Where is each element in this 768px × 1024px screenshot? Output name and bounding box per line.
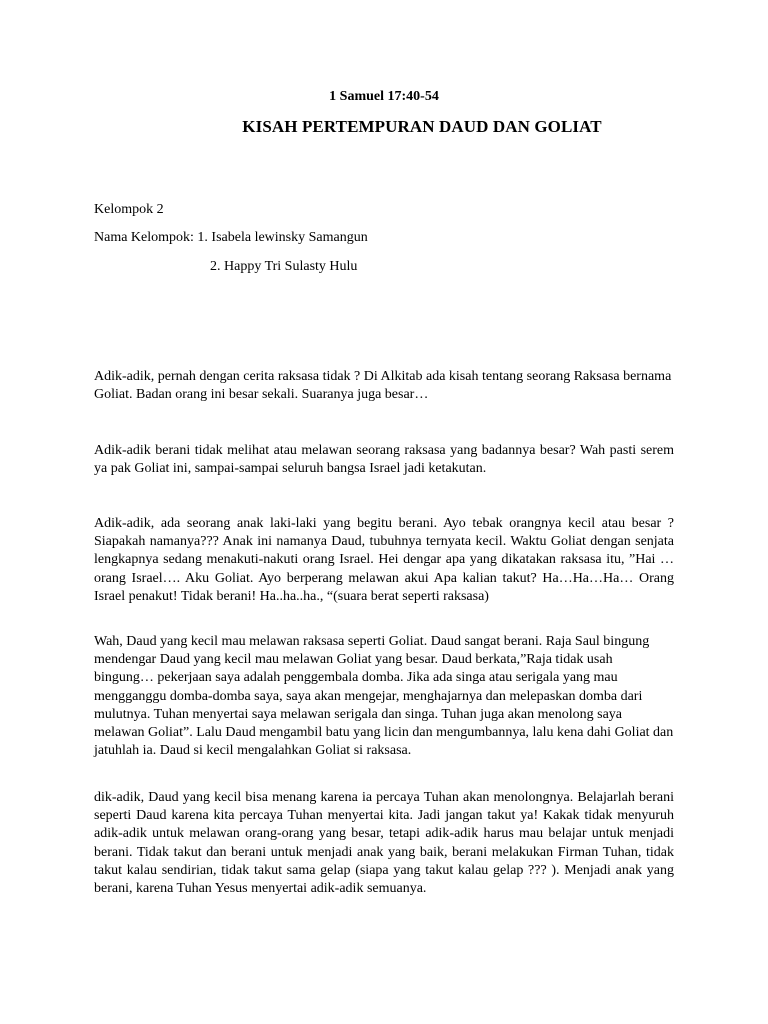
story-paragraph-3: Adik-adik, ada seorang anak laki-laki yang begitu berani. Ayo tebak orangnya kecil atau besar ? Siapakah namanya??? Anak ini namanya Daud, tubuhnya ternyata kecil. Waktu Goliat dengan senjata lengkapnya sedang menakuti-nakuti orang Israel. Hei dengar apa yang dikatakan raksasa itu, ”Hai … orang Israel…. Aku Goliat. Ayo berperang melawan akui Apa kalian takut? Ha…Ha…Ha… Orang Israel penakut! Tidak berani! Ha..ha..ha., “(suara berat seperti raksasa) [94,516,674,604]
bible-reference: 1 Samuel 17:40-54 [329,89,439,104]
story-paragraph-2: Adik-adik berani tidak melihat atau melawan seorang raksasa yang badannya besar? Wah pasti serem ya pak Goliat ini, sampai-sampai seluruh bangsa Israel jadi ketakutan. [94,443,674,477]
story-paragraph-5: dik-adik, Daud yang kecil bisa menang karena ia percaya Tuhan akan menolongnya. Belajarlah berani seperti Daud karena kita percaya Tuhan menyertai kita. Jadi jangan takut ya! Kakak tidak menyuruh adik-adik untuk melawan orang-orang yang besar, tetapi adik-adik harus mau belajar untuk menjadi berani. Tidak takut dan berani untuk menjadi anak yang baik, berani melakukan Firman Tuhan, tidak takut kalau sendirian, tidak takut sama gelap (siapa yang takut kalau gelap ??? ). Menjadi anak yang berani, karena Tuhan Yesus menyertai adik-adik semuanya. [94,790,674,897]
story-paragraph-1: Adik-adik, pernah dengan cerita raksasa tidak ? Di Alkitab ada kisah tentang seorang Raksasa bernama Goliat. Badan orang ini besar sekali. Suaranya juga besar… [94,369,672,403]
group-member-1: Nama Kelompok: 1. Isabela lewinsky Samangun [94,230,368,245]
document-title: KISAH PERTEMPURAN DAUD DAN GOLIAT [242,117,602,136]
group-number: Kelompok 2 [94,202,164,217]
group-member-2: 2. Happy Tri Sulasty Hulu [210,259,358,274]
story-paragraph-4: Wah, Daud yang kecil mau melawan raksasa seperti Goliat. Daud sangat berani. Raja Saul bingung mendengar Daud yang kecil mau melawan Goliat yang besar. Daud berkata,”Raja tidak usah bingung… pekerjaan saya adalah penggembala domba. Jika ada singa atau serigala yang mau mengganggu domba-domba saya, saya akan mengejar, menghajarnya dan melepaskan domba dari mulutnya. Tuhan menyertai saya melawan serigala dan singa. Tuhan juga akan menolong saya melawan Goliat”. Lalu Daud mengambil batu yang licin dan mengumbannya, lalu kena dahi Goliat dan jatuhlah ia. Daud si kecil mengalahkan Goliat si raksasa. [94,634,674,759]
